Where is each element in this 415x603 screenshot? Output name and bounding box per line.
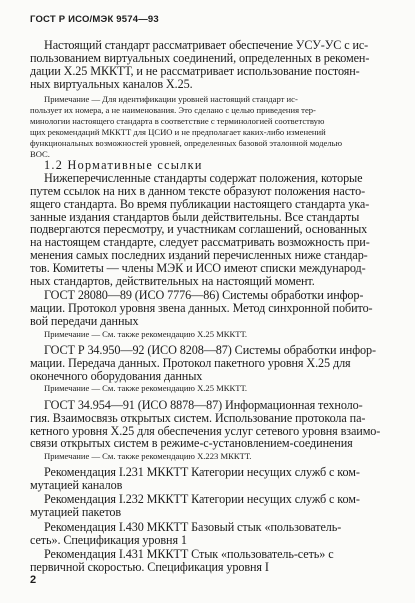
text-line: связи открытых систем в режиме-с-установлением-соединения (30, 436, 353, 450)
note-line: минологии настоящего стандарта в соответствие с терминологией соответствую (30, 116, 325, 126)
text-line: Рекомендация I.232 МККТТ Категории несущих служб с ком- (44, 492, 360, 506)
note-line: Примечание — См. также рекомендацию X.25 МККТТ. (44, 383, 248, 393)
note-line: ВОС. (30, 149, 50, 159)
text-line: первичной скоростью. Спецификация уровня I (30, 560, 269, 574)
text-line: мутацией пакетов (30, 505, 122, 519)
note-line: Примечание — См. также рекомендацию X.25 МККТТ. (44, 329, 248, 339)
note-line: Примечание — Для идентификации уровней настоящий стандарт ис- (44, 94, 298, 104)
text-line: мации. Протокол уровня звена данных. Метод синхронной побито- (30, 301, 373, 315)
note-line: Примечание — См. также рекомендацию X.223 МККТТ. (44, 451, 252, 461)
page-header: ГОСТ Р ИСО/МЭК 9574—93 (30, 14, 159, 25)
text-line: пользованием виртуальных соединений, определенных в рекомен- (30, 51, 370, 65)
text-line: мации. Передача данных. Протокол пакетного уровня X.25 для (30, 356, 351, 370)
page-number: 2 (30, 574, 37, 586)
text-line: оконечного оборудования данных (30, 369, 203, 383)
text-line: кетного уровня X.25 для обеспечения услуг сетевого уровня взаимо- (30, 424, 381, 438)
section-heading: 1.2 Нормативные ссылки (44, 158, 203, 172)
note-line: функциональных возможностей уровней, определенных базовой эталонной моделью (30, 138, 343, 148)
text-line: сеть». Спецификация уровня 1 (30, 533, 187, 547)
text-line: менения самых последних изданий перечисленных ниже стандар- (30, 248, 368, 262)
text-line: ных стандартов, действительных на настоящий момент. (30, 274, 315, 288)
text-line: подвергаются пересмотру, и участникам соглашений, основанных (30, 222, 368, 236)
text-line: Нижеперечисленные стандарты содержат положения, которые (44, 171, 363, 185)
text-line: вой передачи данных (30, 314, 139, 328)
text-line: на настоящем стандарте, следует рассматривать возможность при- (30, 235, 370, 249)
text-line: гия. Взаимосвязь открытых систем. Использование протокола па- (30, 411, 366, 425)
text-line: Рекомендация I.430 МККТТ Базовый стык «пользователь- (44, 520, 342, 534)
text-line: ГОСТ 34.954—91 (ИСО 8878—87) Информационная техноло- (44, 398, 363, 412)
text-line: ных виртуальных каналов X.25. (30, 77, 193, 91)
text-line: ящего стандарта. Во время публикации настоящего стандарта ука- (30, 197, 370, 211)
note-line: пользует их номера, а не наименования. Это сделано с целью приведения тер- (30, 105, 316, 115)
text-line: путем ссылок на них в данном тексте образуют положения насто- (30, 184, 366, 198)
text-line: тов. Комитеты — члены МЭК и ИСО имеют списки международ- (30, 261, 366, 275)
text-line: ГОСТ Р 34.950—92 (ИСО 8208—87) Системы обработки инфор- (44, 343, 376, 357)
text-line: Рекомендация I.231 МККТТ Категории несущих служб с ком- (44, 465, 360, 479)
note-line: щих рекомендаций МККТТ для ЦСИО и не предполагает каких-либо изменений (30, 127, 326, 137)
text-line: мутацией каналов (30, 478, 123, 492)
text-line: Настоящий стандарт рассматривает обеспечение УСУ-УС с ис- (44, 38, 369, 52)
text-line: занные издания стандартов были действительны. Все стандарты (30, 210, 360, 224)
text-line: дации X.25 МККТТ, и не рассматривает использование постоян- (30, 64, 360, 78)
text-line: ГОСТ 28080—89 (ИСО 7776—86) Системы обработки инфор- (44, 288, 364, 302)
text-line: Рекомендация I.431 МККТТ Стык «пользователь-сеть» с (44, 547, 334, 561)
